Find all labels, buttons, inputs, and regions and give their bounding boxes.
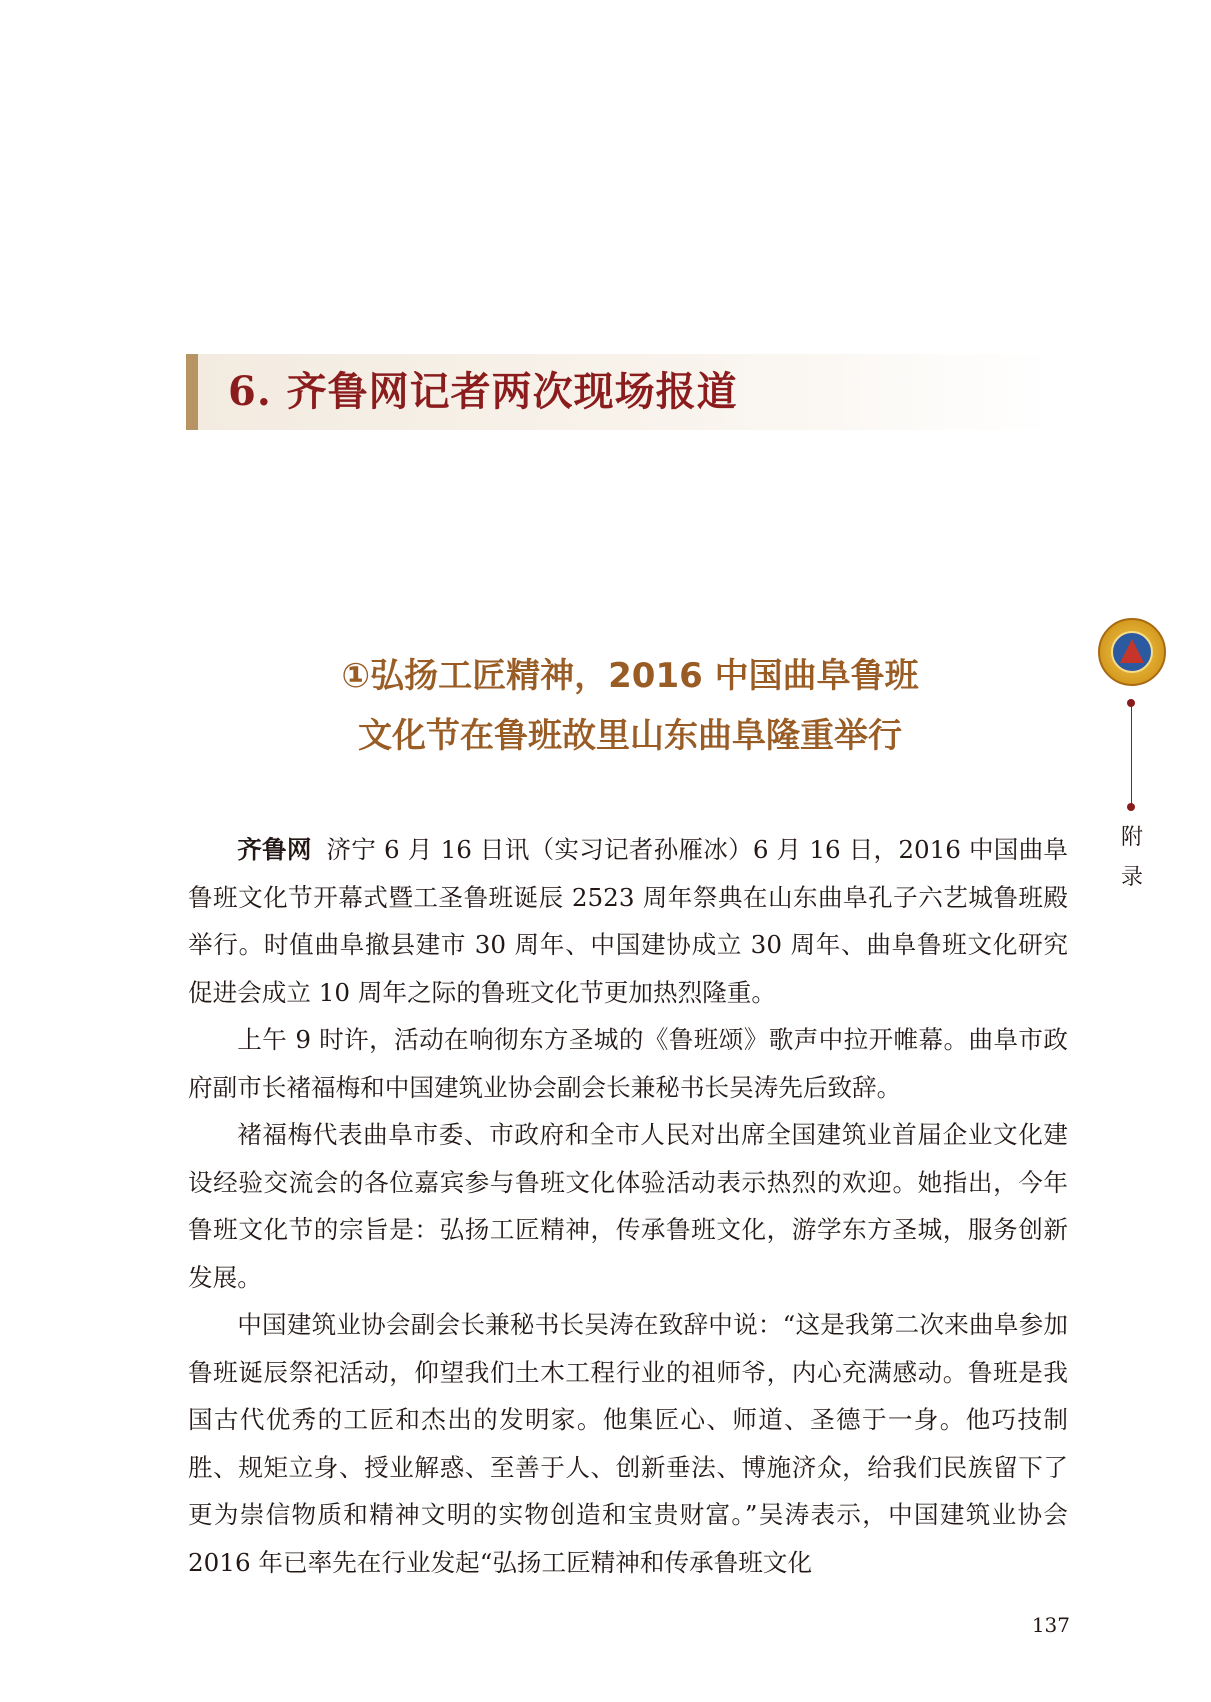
article-title — [186, 646, 1074, 766]
chapter-title: 6. 齐鲁网记者两次现场报道 — [228, 368, 738, 415]
paragraph-3: 褚福梅代表曲阜市委、市政府和全市人民对出席全国建筑业首届企业文化建设经验交流会的各位嘉宾参与鲁班文化体验活动表示热烈的欢迎。她指出，今年鲁班文化节的宗旨是：弘扬工匠精神，传承鲁班文化，游学东方圣城，服务创新发展。 — [188, 1120, 1068, 1292]
paragraph-2: 上午 9 时许，活动在响彻东方圣城的《鲁班颂》歌声中拉开帷幕。曲阜市政府副市长褚福梅和中国建筑业协会副会长兼秘书长吴涛先后致辞。 — [188, 1025, 1068, 1102]
appendix-label — [1118, 818, 1146, 898]
paragraph-1-text: 济宁 6 月 16 日讯（实习记者孙雁冰）6 月 16 日，2016 中国曲阜鲁班文化节开幕式暨工圣鲁班诞辰 2523 周年祭典在山东曲阜孔子六艺城鲁班殿举行。时值曲阜撤县建市 30 周年、中国建协成立 30 周年、曲阜鲁班文化研究促进会成立 10 周年之际的鲁班文化节更加热烈隆重。 — [188, 835, 1068, 1007]
side-divider-line — [1131, 702, 1132, 806]
appendix-side-tab — [1092, 618, 1172, 890]
article-title-line-1: ①弘扬工匠精神，2016 中国曲阜鲁班 — [341, 656, 919, 696]
line-dot-bottom — [1127, 803, 1135, 811]
appendix-label-char-2: 录 — [1120, 865, 1143, 890]
association-emblem-icon — [1098, 618, 1166, 686]
article-title-line-2: 文化节在鲁班故里山东曲阜隆重举行 — [358, 716, 902, 756]
emblem-center — [1111, 631, 1153, 673]
appendix-label-char-1: 附 — [1120, 825, 1143, 850]
page-number: 137 — [1031, 1613, 1070, 1637]
paragraph-1 — [188, 826, 1068, 1016]
article-body — [188, 826, 1068, 1586]
chapter-banner — [186, 354, 1056, 430]
paragraph-4: 中国建筑业协会副会长兼秘书长吴涛在致辞中说：“这是我第二次来曲阜参加鲁班诞辰祭祀活动，仰望我们土木工程行业的祖师爷，内心充满感动。鲁班是我国古代优秀的工匠和杰出的发明家。他集匠心、师道、圣德于一身。他巧技制胜、规矩立身、授业解惑、至善于人、创新垂法、博施济众，给我们民族留下了更为崇信物质和精神文明的实物创造和宝贵财富。”吴涛表示，中国建筑业协会 2016 年已率先在行业发起“弘扬工匠精神和传承鲁班文化 — [188, 1310, 1068, 1577]
news-source: 齐鲁网 — [237, 835, 312, 864]
